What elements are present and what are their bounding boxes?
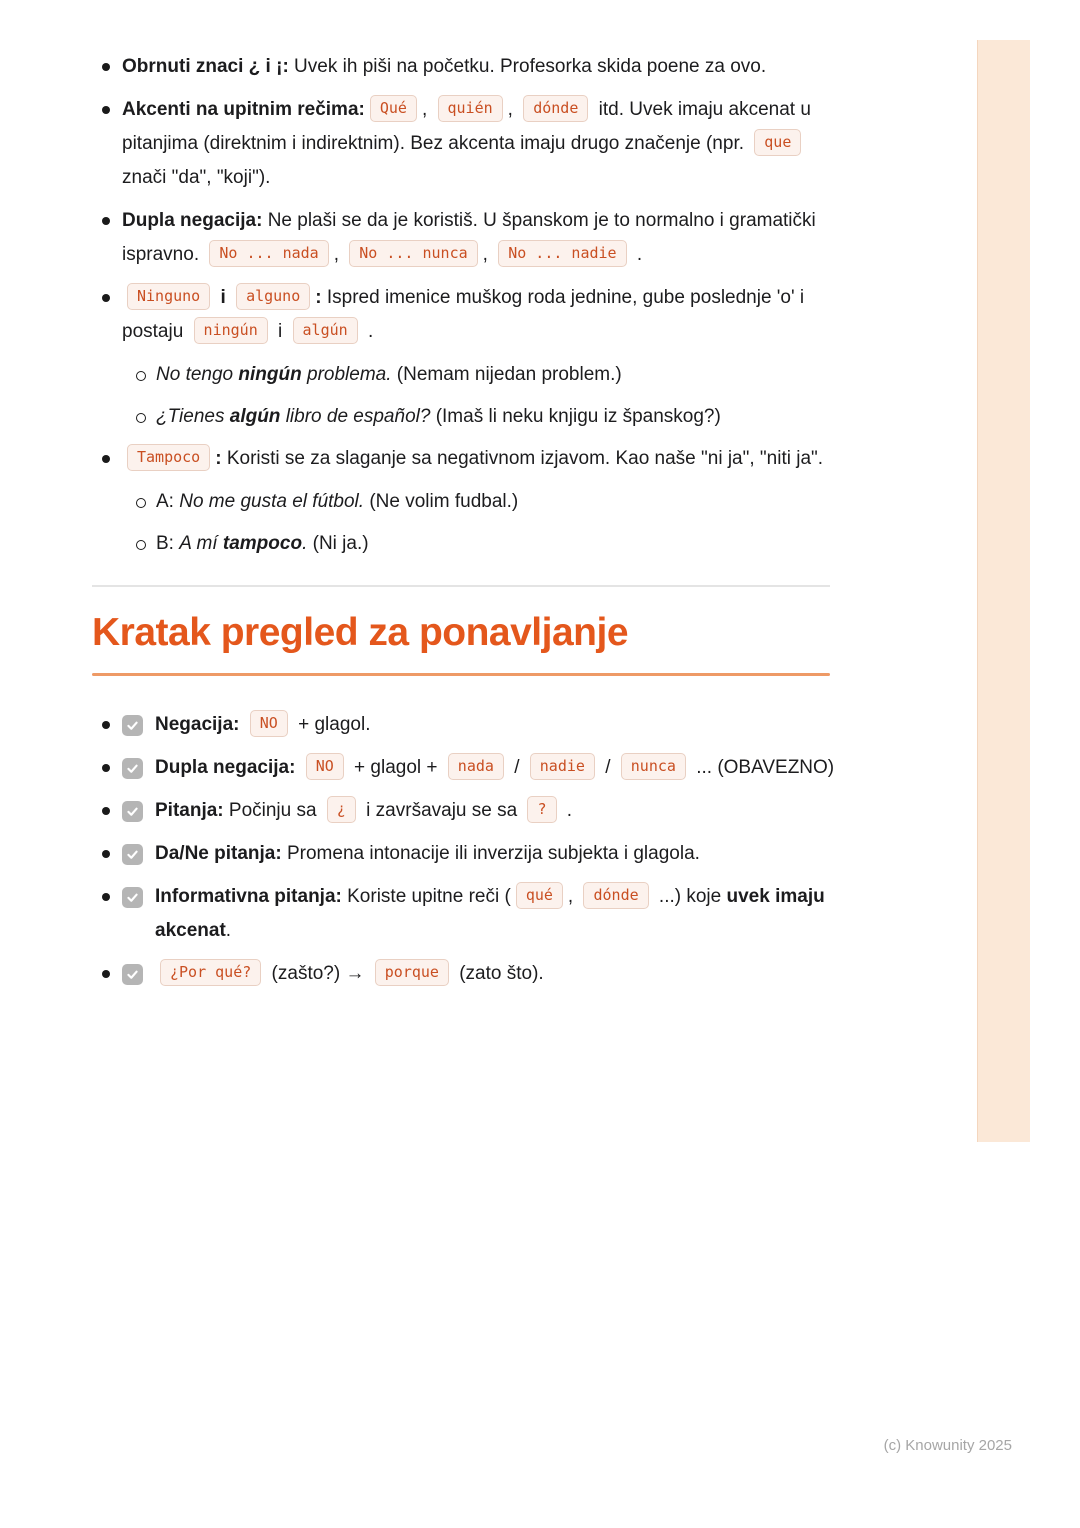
text-segment: :: [315, 287, 322, 308]
bullet-marker: [92, 794, 122, 828]
text-segment: Promena intonacije ili inverzija subjekta i glagola.: [281, 843, 700, 864]
text-segment: ,: [421, 99, 433, 120]
inline-code-chip: NO: [306, 753, 344, 780]
text-segment: (Imaš li neku knjigu iz španskog?): [430, 406, 721, 427]
inline-code-chip: Tampoco: [127, 444, 210, 471]
text-segment: .: [561, 800, 573, 821]
text-segment: No me gusta el fútbol.: [179, 491, 365, 512]
checklist-item: [92, 751, 837, 785]
text-segment: ningún: [238, 364, 302, 385]
page-content: [92, 50, 837, 1000]
text-segment: ,: [567, 886, 579, 907]
list-item: [126, 527, 837, 561]
text-segment: i: [272, 321, 288, 342]
text-segment: A:: [156, 491, 180, 512]
checkbox-checked[interactable]: [122, 801, 143, 822]
inline-code-chip: ?: [527, 796, 556, 823]
bullet-marker: [92, 50, 122, 84]
list-item-text: [155, 708, 837, 742]
checklist-item: [92, 880, 837, 948]
text-segment: ,: [482, 244, 494, 265]
text-segment: itd. Uvek imaju akcenat u pitanjima (direktnim i indirektnim). Bez akcenta imaju drugo značenje (npr.: [122, 99, 811, 154]
checkbox-checked[interactable]: [122, 758, 143, 779]
inline-code-chip: qué: [516, 882, 563, 909]
text-segment: + glagol.: [292, 714, 371, 735]
text-segment: Pitanja:: [155, 800, 224, 821]
checklist-item: [92, 708, 837, 742]
side-strip-decoration: [977, 40, 1030, 1142]
text-segment: Uvek ih piši na početku. Profesorka skida poene za ovo.: [288, 56, 767, 77]
text-segment: ... (OBAVEZNO): [690, 757, 835, 778]
checkbox-checked[interactable]: [122, 844, 143, 865]
check-icon: [126, 968, 139, 981]
text-segment: algún: [229, 406, 281, 427]
text-segment: ¿Tienes: [156, 406, 230, 427]
text-segment: A mí: [179, 533, 223, 554]
grammar-notes-list: [92, 50, 837, 561]
list-item-text: [155, 880, 837, 948]
list-item-text: [156, 485, 837, 519]
bullet-marker: [92, 204, 122, 238]
checklist-item: [92, 794, 837, 828]
text-segment: .: [225, 920, 232, 941]
inline-code-chip: No ... nadie: [498, 240, 626, 267]
checkbox-checked[interactable]: [122, 887, 143, 908]
bullet-marker: [92, 880, 122, 914]
text-segment: (zašto?) →: [266, 963, 370, 984]
text-segment: .: [362, 321, 374, 342]
inline-code-chip: ¿: [327, 796, 356, 823]
check-icon: [126, 762, 139, 775]
inline-code-chip: No ... nada: [209, 240, 328, 267]
inline-code-chip: dónde: [523, 95, 588, 122]
section-divider: [92, 585, 830, 587]
check-icon: [126, 805, 139, 818]
check-icon: [126, 891, 139, 904]
inline-code-chip: NO: [250, 710, 288, 737]
heading-underline: [92, 673, 830, 676]
inline-code-chip: nadie: [530, 753, 595, 780]
list-item-text: [156, 527, 837, 561]
list-item-text: [155, 837, 837, 871]
inline-code-chip: ¿Por qué?: [160, 959, 261, 986]
text-segment: Ne plaši se da je koristiš. U španskom je to normalno i gramatički ispravno.: [122, 210, 816, 265]
text-segment: Dupla negacija:: [122, 210, 263, 231]
text-segment: Da/Ne pitanja:: [155, 843, 282, 864]
list-item-text: [122, 93, 837, 195]
bullet-marker: [92, 93, 122, 127]
bullet-marker: [92, 708, 122, 742]
text-segment: (Ni ja.): [307, 533, 369, 554]
checklist-item: [92, 837, 837, 871]
bullet-marker: [92, 442, 122, 476]
checkbox-checked[interactable]: [122, 715, 143, 736]
check-icon: [126, 719, 139, 732]
list-item: [92, 204, 837, 272]
inline-code-chip: que: [754, 129, 801, 156]
text-segment: /: [508, 757, 525, 778]
list-item: [92, 281, 837, 349]
inline-code-chip: No ... nunca: [349, 240, 477, 267]
text-segment: Informativna pitanja:: [155, 886, 342, 907]
text-segment: i: [215, 287, 232, 308]
text-segment: /: [599, 757, 616, 778]
inline-code-chip: dónde: [583, 882, 648, 909]
list-item-text: [155, 794, 837, 828]
list-item: [126, 400, 837, 434]
list-item-text: [155, 751, 837, 785]
text-segment: ,: [333, 244, 345, 265]
list-item: [92, 442, 837, 476]
list-item-text: [122, 50, 837, 84]
list-item: [92, 50, 837, 84]
text-segment: znači "da", "koji").: [122, 167, 271, 188]
text-segment: ,: [507, 99, 519, 120]
text-segment: .: [302, 533, 308, 554]
text-segment: (Ne volim fudbal.): [364, 491, 519, 512]
inline-code-chip: nada: [448, 753, 504, 780]
bullet-marker: [92, 837, 122, 871]
footer-credit: (c) Knowunity 2025: [883, 1437, 1012, 1454]
checklist-item: [92, 957, 837, 991]
list-item: [126, 358, 837, 392]
text-segment: (Nemam nijedan problem.): [391, 364, 622, 385]
inline-code-chip: Qué: [370, 95, 417, 122]
sub-bullet-marker: [126, 527, 156, 561]
text-segment: Koriste upitne reči (: [341, 886, 511, 907]
text-segment: Ispred imenice muškog roda jednine, gube poslednje 'o' i postaju: [122, 287, 805, 342]
inline-code-chip: Ninguno: [127, 283, 210, 310]
text-segment: problema.: [301, 364, 392, 385]
inline-code-chip: porque: [375, 959, 449, 986]
text-segment: Dupla negacija:: [155, 757, 301, 778]
text-segment: Počinju sa: [223, 800, 322, 821]
text-segment: :: [215, 448, 222, 469]
text-segment: Obrnuti znaci ¿ i ¡:: [122, 56, 289, 77]
list-item: [126, 485, 837, 519]
list-item-text: [122, 204, 837, 272]
text-segment: libro de español?: [280, 406, 431, 427]
sub-bullet-marker: [126, 358, 156, 392]
list-item-text: [156, 358, 837, 392]
list-item-text: [156, 400, 837, 434]
text-segment: ...) koje: [653, 886, 727, 907]
bullet-marker: [92, 281, 122, 315]
review-heading: Kratak pregled za ponavljanje: [92, 611, 629, 654]
text-segment: Negacija:: [155, 714, 245, 735]
text-segment: Koristi se za slaganje sa negativnom izjavom. Kao naše "ni ja", "niti ja".: [221, 448, 824, 469]
text-segment: .: [631, 244, 643, 265]
bullet-marker: [92, 957, 122, 991]
bullet-marker: [92, 751, 122, 785]
text-segment: uvek imaju akcenat: [155, 886, 825, 941]
text-segment: (zato što).: [453, 963, 544, 984]
inline-code-chip: quién: [438, 95, 503, 122]
check-icon: [126, 848, 139, 861]
list-item-text: [155, 957, 837, 991]
text-segment: tampoco: [222, 533, 303, 554]
text-segment: i završavaju se sa: [360, 800, 523, 821]
text-segment: + glagol +: [348, 757, 443, 778]
list-item-text: [122, 281, 837, 349]
inline-code-chip: ningún: [194, 317, 268, 344]
text-segment: B:: [156, 533, 180, 554]
sub-bullet-marker: [126, 400, 156, 434]
sub-bullet-marker: [126, 485, 156, 519]
review-checklist: [92, 708, 837, 991]
list-item: [92, 93, 837, 195]
checkbox-checked[interactable]: [122, 964, 143, 985]
inline-code-chip: algún: [293, 317, 358, 344]
inline-code-chip: nunca: [621, 753, 686, 780]
list-item-text: [122, 442, 837, 476]
text-segment: No tengo: [156, 364, 239, 385]
text-segment: Akcenti na upitnim rečima:: [122, 99, 365, 120]
inline-code-chip: alguno: [236, 283, 310, 310]
